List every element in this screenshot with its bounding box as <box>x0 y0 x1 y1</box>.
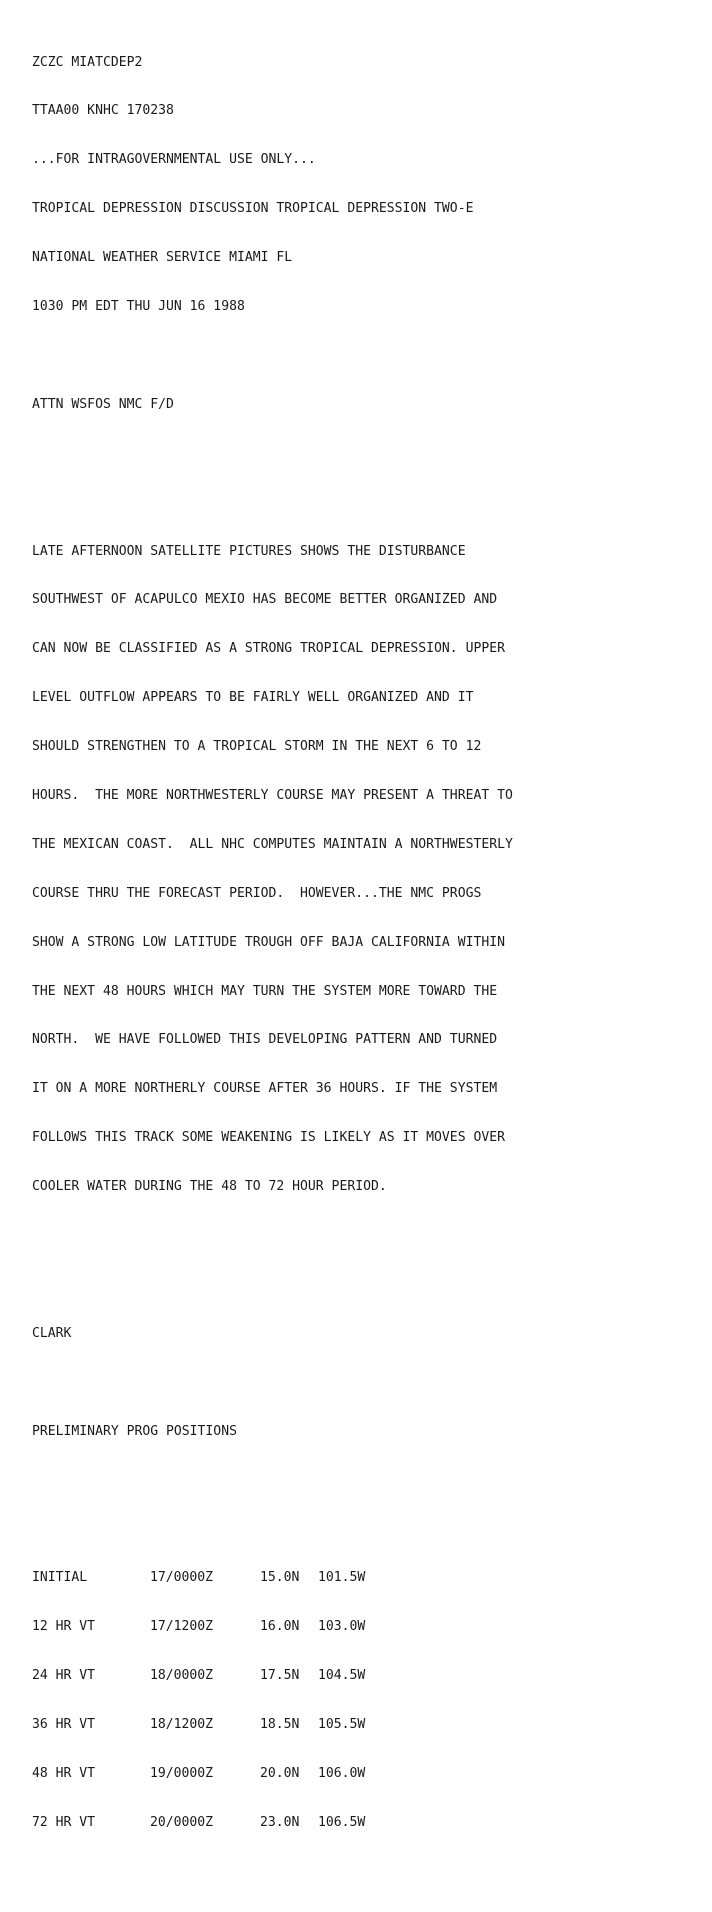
prog-table <box>32 1538 692 1864</box>
prog-label: 12 HR VT <box>32 1619 96 1635</box>
attn-line: ATTN WSFOS NMC F/D <box>32 396 174 412</box>
prog-lon: 101.5W <box>318 1570 366 1586</box>
discussion-line: COOLER WATER DURING THE 48 TO 72 HOUR PERIOD. <box>32 1179 387 1195</box>
prog-label: 48 HR VT <box>32 1765 96 1781</box>
prog-row <box>32 1766 692 1782</box>
discussion-line: COURSE THRU THE FORECAST PERIOD. HOWEVER...THE NMC PROGS <box>32 885 482 901</box>
discussion-line: HOURS. THE MORE NORTHWESTERLY COURSE MAY PRESENT A THREAT TO <box>32 787 513 803</box>
prog-lon: 105.5W <box>318 1716 366 1732</box>
prog-time: 17/1200Z <box>150 1619 214 1635</box>
prog-lon: 106.0W <box>318 1765 366 1781</box>
prog-time: 19/0000Z <box>150 1765 214 1781</box>
prog-label: INITIAL <box>32 1570 88 1586</box>
prog-lat: 20.0N <box>260 1765 300 1781</box>
discussion-line: FOLLOWS THIS TRACK SOME WEAKENING IS LIKELY AS IT MOVES OVER <box>32 1130 505 1146</box>
spacer <box>32 1277 692 1293</box>
prog-row <box>32 1815 692 1831</box>
spacer <box>32 1472 692 1488</box>
prog-time: 17/0000Z <box>150 1570 214 1586</box>
discussion-line: IT ON A MORE NORTHERLY COURSE AFTER 36 HOURS. IF THE SYSTEM <box>32 1081 498 1097</box>
prog-lat: 15.0N <box>260 1570 300 1586</box>
prog-lat: 17.5N <box>260 1667 300 1683</box>
spacer <box>32 348 692 364</box>
discussion-line: THE MEXICAN COAST. ALL NHC COMPUTES MAINTAIN A NORTHWESTERLY <box>32 836 513 852</box>
prog-time: 20/0000Z <box>150 1814 214 1830</box>
header-line-4: TROPICAL DEPRESSION DISCUSSION TROPICAL DEPRESSION TWO-E <box>32 201 474 217</box>
discussion-line: CAN NOW BE CLASSIFIED AS A STRONG TROPICAL DEPRESSION. UPPER <box>32 641 505 657</box>
header-line-5: NATIONAL WEATHER SERVICE MIAMI FL <box>32 250 293 266</box>
bulletin-document <box>32 22 692 1880</box>
prog-row <box>32 1570 692 1586</box>
spacer <box>32 1375 692 1391</box>
discussion-line: SOUTHWEST OF ACAPULCO MEXIO HAS BECOME BETTER ORGANIZED AND <box>32 592 498 608</box>
prog-title: PRELIMINARY PROG POSITIONS <box>32 1423 237 1439</box>
discussion-text <box>32 511 692 1228</box>
discussion-line: LEVEL OUTFLOW APPEARS TO BE FAIRLY WELL ORGANIZED AND IT <box>32 690 474 706</box>
prog-lat: 16.0N <box>260 1619 300 1635</box>
header-line-6: 1030 PM EDT THU JUN 16 1988 <box>32 299 245 315</box>
prog-row <box>32 1619 692 1635</box>
prog-row <box>32 1668 692 1684</box>
discussion-line: SHOW A STRONG LOW LATITUDE TROUGH OFF BAJA CALIFORNIA WITHIN <box>32 934 505 950</box>
prog-lat: 23.0N <box>260 1814 300 1830</box>
prog-label: 36 HR VT <box>32 1716 96 1732</box>
discussion-line: THE NEXT 48 HOURS WHICH MAY TURN THE SYSTEM MORE TOWARD THE <box>32 983 498 999</box>
prog-time: 18/0000Z <box>150 1667 214 1683</box>
prog-lat: 18.5N <box>260 1716 300 1732</box>
discussion-line: SHOULD STRENGTHEN TO A TROPICAL STORM IN THE NEXT 6 TO 12 <box>32 739 482 755</box>
prog-row <box>32 1717 692 1733</box>
discussion-line: LATE AFTERNOON SATELLITE PICTURES SHOWS THE DISTURBANCE <box>32 543 466 559</box>
prog-lon: 106.5W <box>318 1814 366 1830</box>
prog-label: 72 HR VT <box>32 1814 96 1830</box>
header-line-3: ...FOR INTRAGOVERNMENTAL USE ONLY... <box>32 152 316 168</box>
prog-lon: 103.0W <box>318 1619 366 1635</box>
prog-label: 24 HR VT <box>32 1667 96 1683</box>
header-line-1: ZCZC MIATCDEP2 <box>32 54 143 70</box>
prog-lon: 104.5W <box>318 1667 366 1683</box>
signature: CLARK <box>32 1325 72 1341</box>
header-line-2: TTAA00 KNHC 170238 <box>32 103 174 119</box>
discussion-line: NORTH. WE HAVE FOLLOWED THIS DEVELOPING PATTERN AND TURNED <box>32 1032 498 1048</box>
prog-time: 18/1200Z <box>150 1716 214 1732</box>
spacer <box>32 446 692 462</box>
